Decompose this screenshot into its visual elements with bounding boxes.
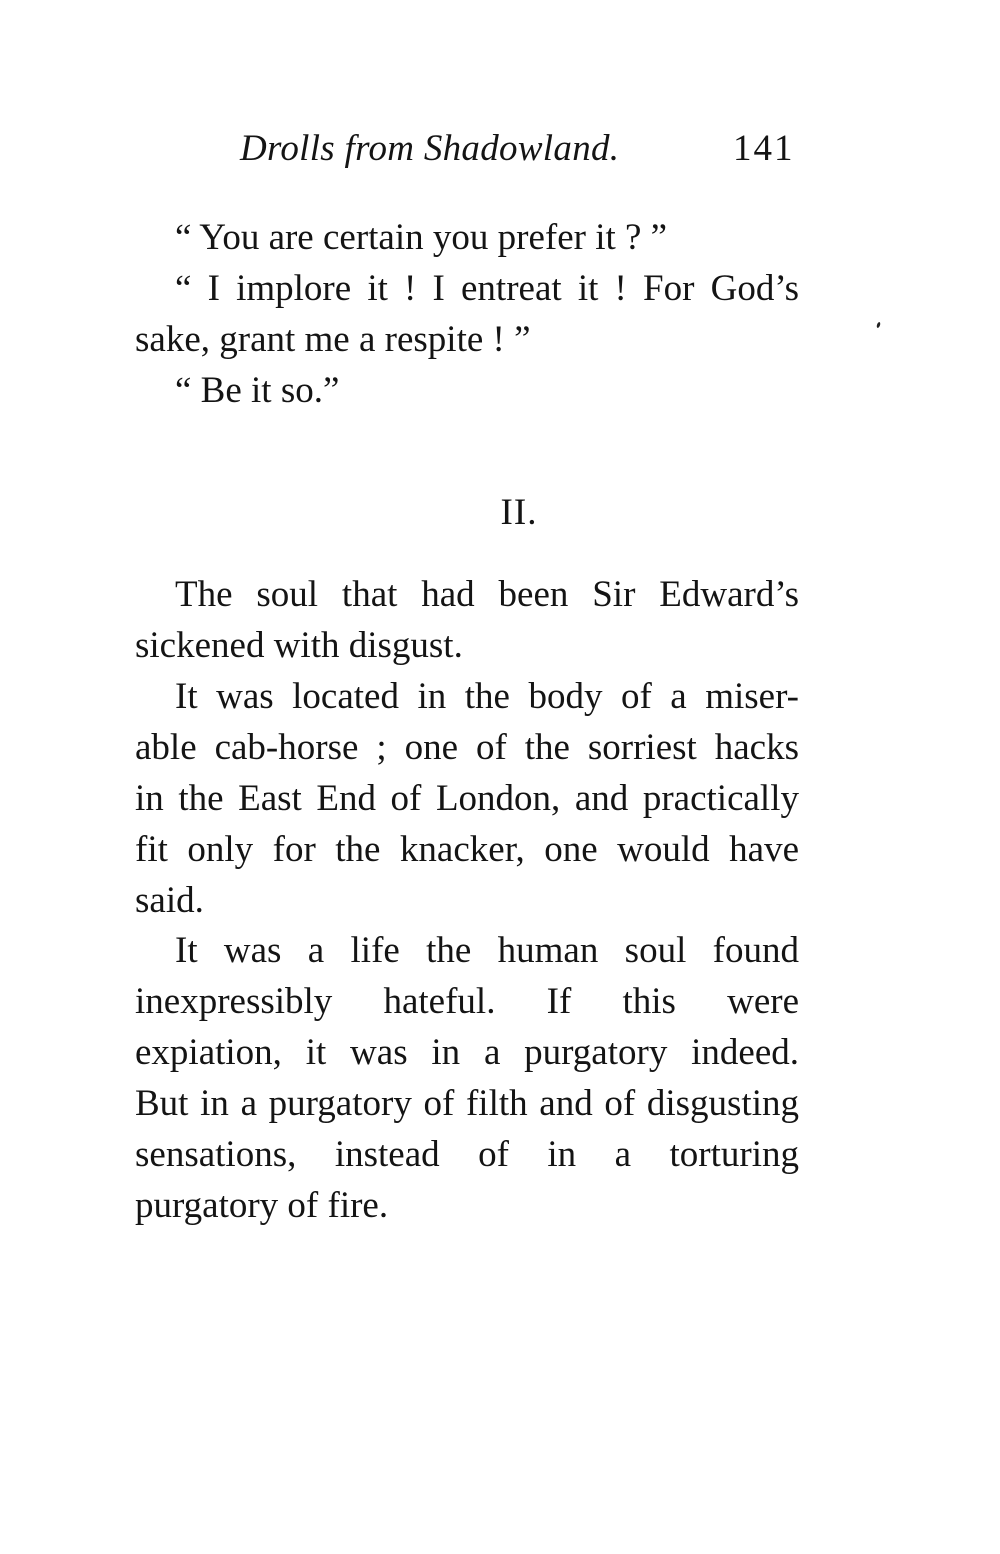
paragraph-line: It was a life the human soul found (175, 930, 799, 971)
paragraph-line: But in a purgatory of filth and of disgusting (135, 1083, 799, 1124)
page-number: 141 (733, 128, 795, 169)
paragraph-line: in the East End of London, and practically (135, 778, 799, 819)
paragraph-line: fit only for the knacker, one would have (135, 829, 799, 870)
paragraph-line: sickened with disgust. (135, 625, 463, 666)
paragraph-line: said. (135, 880, 204, 921)
print-speck (876, 322, 881, 329)
paragraph-line: The soul that had been Sir Edward’s (175, 574, 799, 615)
paragraph-line: sensations, instead of in a torturing (135, 1134, 799, 1175)
page-header (240, 124, 800, 174)
dialogue-line: “ You are certain you prefer it ? ” (175, 217, 668, 258)
section-heading-text: II. (500, 492, 538, 533)
paragraph-line: purgatory of fire. (135, 1185, 389, 1226)
section-heading (0, 487, 1000, 538)
paragraph (135, 925, 799, 1231)
paragraph (135, 569, 799, 671)
paragraph-line: able cab-horse ; one of the sorriest hacks (135, 727, 799, 768)
dialogue-block (135, 212, 799, 416)
paragraph-line: inexpressibly hateful. If this were (135, 981, 799, 1022)
running-title: Drolls from Shadowland. (240, 128, 620, 169)
paragraph-line: expiation, it was in a purgatory indeed. (135, 1032, 799, 1073)
dialogue-line: sake, grant me a respite ! ” (135, 319, 531, 360)
paragraph-line: It was located in the body of a miser- (175, 676, 799, 717)
paragraph (135, 671, 799, 926)
dialogue-line: “ I implore it ! I entreat it ! For God’s (175, 268, 799, 309)
dialogue-line: “ Be it so.” (175, 370, 340, 411)
